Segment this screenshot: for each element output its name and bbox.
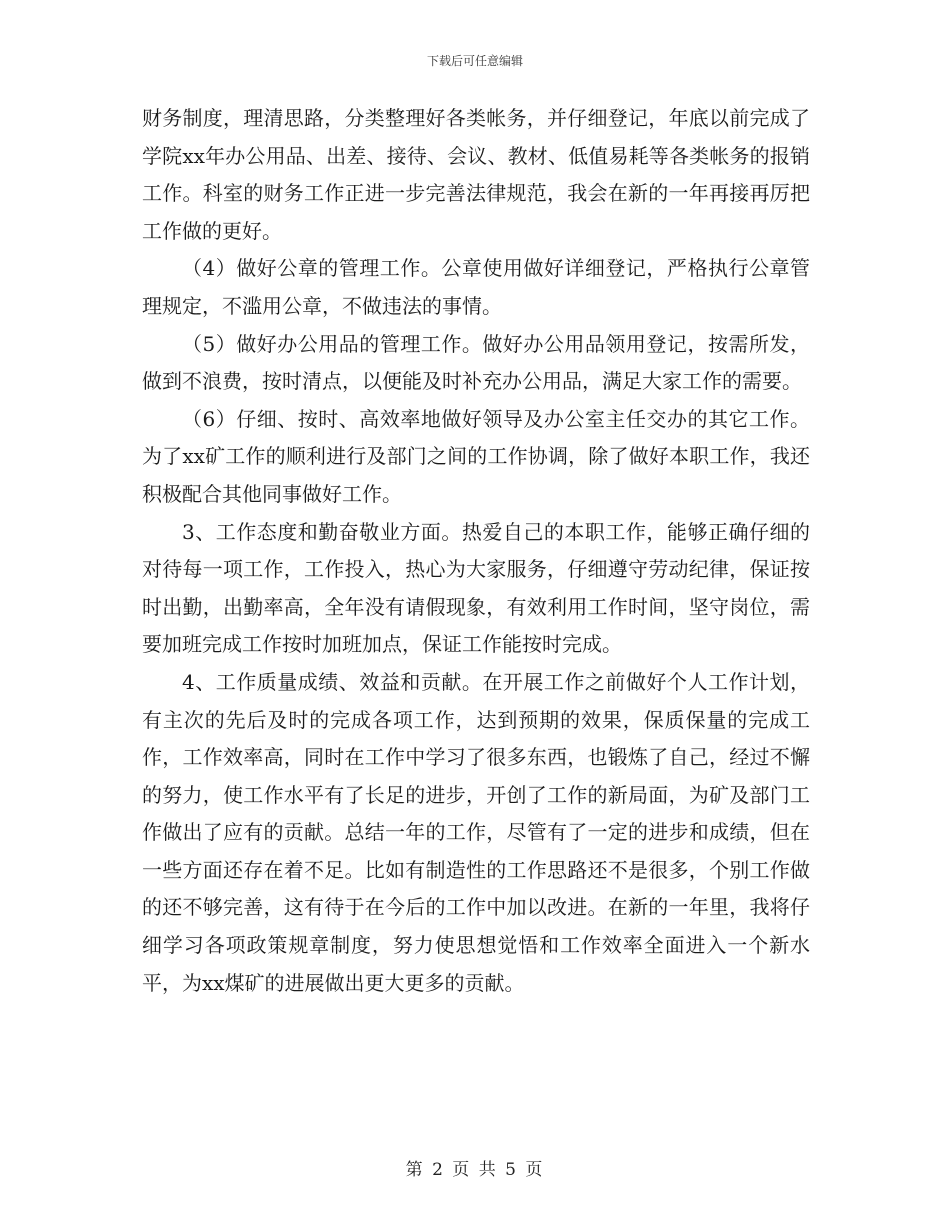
paragraph-section-4: 4、工作质量成绩、效益和贡献。在开展工作之前做好个人工作计划，有主次的先后及时的完成各项工作，达到预期的效果，保质保量的完成工作，工作效率高，同时在工作中学习了很多东西，也锻炼了自己，经过不懈的努力，使工作水平有了长足的进步，开创了工作的新局面，为矿及部门工作做出了应有的贡献。总结一年的工作，尽管有了一定的进步和成绩，但在一些方面还存在着不足。比如有制造性的工作思路还不是很多，个别工作做的还不够完善，这有待于在今后的工作中加以改进。在新的一年里，我将仔细学习各项政策规章制度，努力使思想觉悟和工作效率全面进入一个新水平，为xx煤矿的进展做出更大更多的贡献。 bbox=[142, 669, 810, 995]
page-header: 下载后可任意编辑 bbox=[426, 54, 523, 68]
paragraph-item-4: （4）做好公章的管理工作。公章使用做好详细登记，严格执行公章管理规定，不滥用公章，不做违法的事情。 bbox=[142, 256, 810, 318]
paragraph-section-3: 3、工作态度和勤奋敬业方面。热爱自己的本职工作，能够正确仔细的对待每一项工作，工作投入，热心为大家服务，仔细遵守劳动纪律，保证按时出勤，出勤率高，全年没有请假现象，有效利用工作时间，坚守岗位，需要加班完成工作按时加班加点，保证工作能按时完成。 bbox=[142, 519, 810, 657]
paragraph-continuation: 财务制度，理清思路，分类整理好各类帐务，并仔细登记，年底以前完成了学院xx年办公用品、出差、接待、会议、教材、低值易耗等各类帐务的报销工作。科室的财务工作正进一步完善法律规范，我会在新的一年再接再厉把工作做的更好。 bbox=[142, 106, 810, 243]
paragraph-item-5: （5）做好办公用品的管理工作。做好办公用品领用登记，按需所发，做到不浪费，按时清点，以便能及时补充办公用品，满足大家工作的需要。 bbox=[142, 331, 810, 394]
document-body bbox=[142, 100, 810, 1002]
paragraph-item-6: （6）仔细、按时、高效率地做好领导及办公室主任交办的其它工作。为了xx矿工作的顺利进行及部门之间的工作协调，除了做好本职工作，我还积极配合其他同事做好工作。 bbox=[142, 406, 810, 506]
page-number-footer: 第 2 页 共 5 页 bbox=[405, 1160, 545, 1180]
